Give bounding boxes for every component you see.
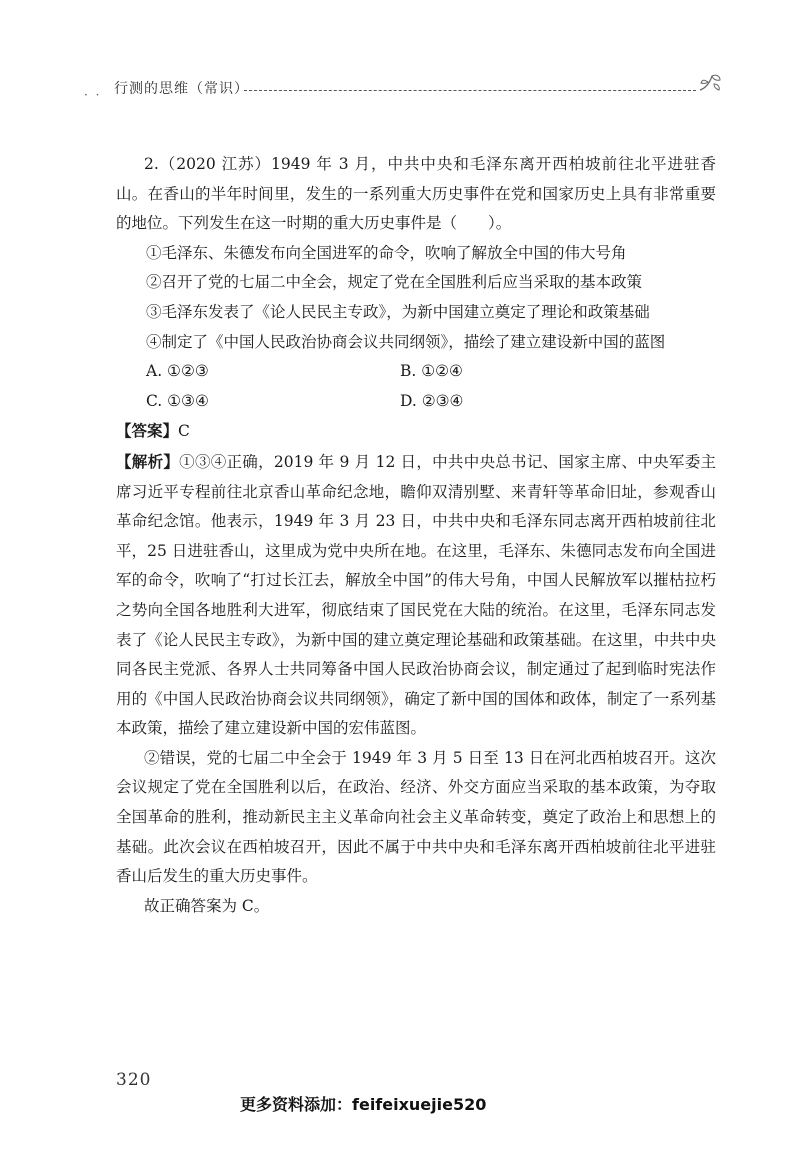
statement-2: ②召开了党的七届二中全会，规定了党在全国胜利后应当采取的基本政策 xyxy=(146,273,643,292)
running-header xyxy=(84,78,724,102)
leaf-ornament-icon xyxy=(696,70,724,98)
choices-row-1 xyxy=(116,357,716,387)
analysis-label: 【解析】 xyxy=(116,451,180,471)
header-dots: · · xyxy=(84,88,102,102)
analysis-paragraph-2: ②错误，党的七届二中全会于 1949 年 3 月 5 日至 13 日在河北西柏坡召开。这次会议规定了党在全国胜利以后，在政治、经济、外交方面应当采取的基本政策，为夺取全国革命的胜利，推动新民主主义革命向社会主义革命转变，奠定了政治上和思想上的基础。此次会议在西柏坡召开，因此不属于中共中央和毛泽东离开西柏坡前往北平进驻香山后发生的重大历史事件。 xyxy=(116,748,716,886)
statement-4: ④制定了《中国人民政治协商会议共同纲领》，描绘了建立建设新中国的蓝图 xyxy=(146,332,666,351)
choice-d: D. ②③④ xyxy=(400,391,464,410)
analysis-text-1: ①③④正确，2019 年 9 月 12 日，中共中央总书记、国家主席、中央军委主席习近平专程前往北京香山革命纪念地，瞻仰双清别墅、来青轩等革命旧址，参观香山革命纪念馆。他表示，1949 年 3 月 23 日，中共中央和毛泽东同志离开西柏坡前往北平，25 日进驻香山，这里成为党中央所在地。在这里，毛泽东、朱德同志发布向全国进军的命令，吹响了“打过长江去，解放全中国”的伟大号角，中国人民解放军以摧枯拉朽之势向全国各地胜利大进军，彻底结束了国民党在大陆的统治。在这里，毛泽东同志发表了《论人民民主专政》，为新中国的建立奠定理论基础和政策基础。在这里，中共中央同各民主党派、各界人士共同筹备中国人民政治协商会议，制定通过了起到临时宪法作用的《中国人民政治协商会议共同纲领》，确定了新中国的国体和政体，制定了一系列基本政策，描绘了建立建设新中国的宏伟蓝图。 xyxy=(116,452,716,738)
page-content xyxy=(116,150,716,921)
page-number: 320 xyxy=(116,1070,152,1090)
header-rule xyxy=(244,90,696,91)
question-stem: 2.（2020 江苏）1949 年 3 月，中共中央和毛泽东离开西柏坡前往北平进驻香山。在香山的半年时间里，发生的一系列重大历史事件在党和国家历史上具有非常重要的地位。下列发生在这一时期的重大历史事件是（ ）。 xyxy=(116,155,716,233)
analysis-conclusion: 故正确答案为 C。 xyxy=(144,896,270,915)
choice-c: C. ①③④ xyxy=(146,391,209,410)
choices-row-2 xyxy=(116,387,716,417)
statement-1: ①毛泽东、朱德发布向全国进军的命令，吹响了解放全中国的伟大号角 xyxy=(146,243,627,262)
answer-value: C xyxy=(178,422,190,441)
answer-label: 【答案】 xyxy=(116,421,179,441)
choice-a: A. ①②③ xyxy=(146,362,209,381)
choice-b: B. ①②④ xyxy=(400,362,463,381)
footer-note: 更多资料添加：feifeixuejie520 xyxy=(240,1095,487,1114)
statement-3: ③毛泽东发表了《论人民民主专政》，为新中国建立奠定了理论和政策基础 xyxy=(146,302,650,321)
answer-line xyxy=(116,416,716,447)
analysis-paragraph-1 xyxy=(116,447,716,744)
running-header-title: 行测的思维（常识） xyxy=(114,78,253,98)
